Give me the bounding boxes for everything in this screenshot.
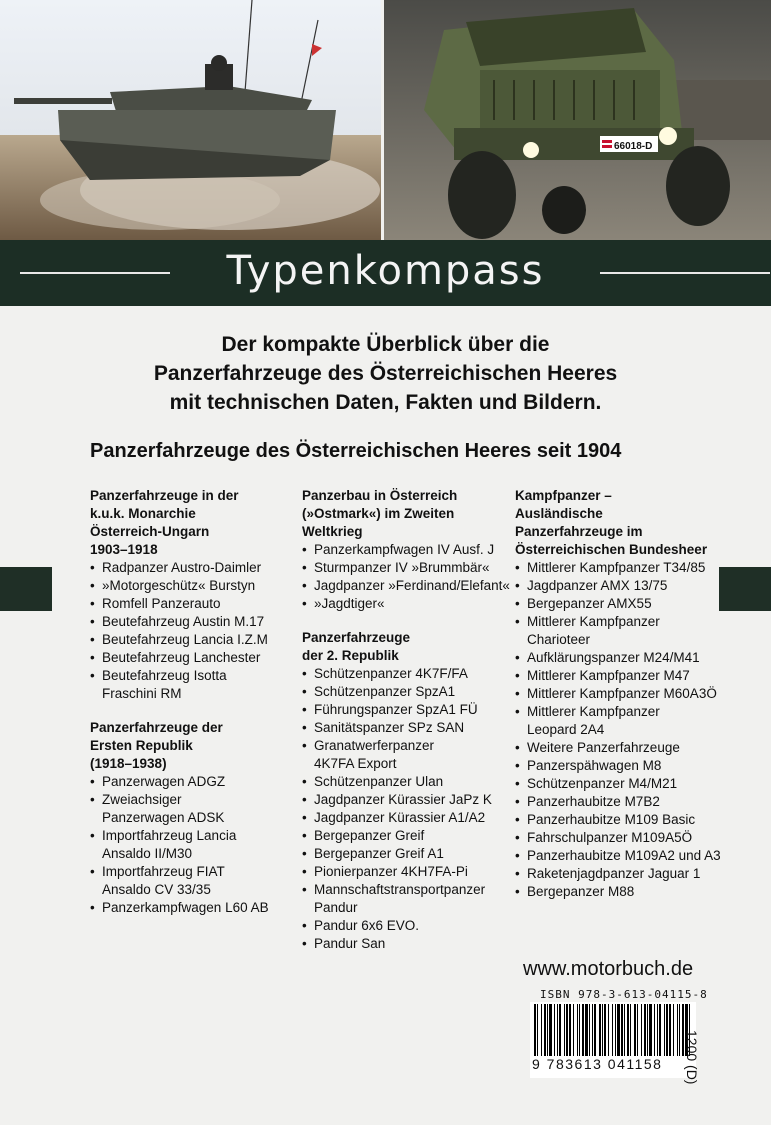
barcode-bar: [604, 1004, 606, 1056]
barcode-bar: [677, 1004, 678, 1056]
vehicle-list: [302, 541, 512, 613]
barcode-bar: [582, 1004, 584, 1056]
group-title-line: Österreich-Ungarn: [90, 524, 210, 539]
barcode-bar: [669, 1004, 671, 1056]
tank-photo: [0, 0, 381, 240]
barcode-bar: [549, 1004, 552, 1056]
vehicle-list-item: [90, 613, 295, 631]
vehicle-list-item: [515, 559, 735, 577]
vehicle-name-line: • Mittlerer Kampfpanzer: [527, 614, 660, 629]
vehicle-name-line: Leopard 2A4: [527, 722, 605, 737]
barcode-bar: [566, 1004, 568, 1056]
barcode-bar: [554, 1004, 555, 1056]
barcode-bar: [573, 1004, 574, 1056]
vehicle-list-item: [90, 863, 295, 899]
vehicle-list-item: [302, 665, 512, 683]
vehicle-name-line: • Führungspanzer SpzA1 FÜ: [314, 702, 478, 717]
vehicle-list-item: [302, 935, 512, 953]
vehicle-name-line: • Panzerhaubitze M109A2 und A3: [527, 848, 721, 863]
vehicle-name-line: • Jagdpanzer AMX 13/75: [527, 578, 668, 593]
vehicle-name-line: • Beutefahrzeug Lanchester: [102, 650, 261, 665]
vehicle-list-item: [515, 793, 735, 811]
group-title-line: Panzerfahrzeuge der: [90, 720, 223, 735]
vehicle-list-item: [302, 719, 512, 737]
vehicle-name-line: • Panzerhaubitze M7B2: [527, 794, 660, 809]
vehicle-list-item: [515, 667, 735, 685]
vehicle-name-line: • »Motorgeschütz« Burstyn: [102, 578, 256, 593]
barcode-bar: [624, 1004, 625, 1056]
barcode-bar: [585, 1004, 588, 1056]
price-label: 1200 (D): [684, 1030, 700, 1085]
vehicle-list-item: [302, 827, 512, 845]
vehicle-list-item: [90, 791, 295, 827]
group-title-line: k.u.k. Monarchie: [90, 506, 196, 521]
vehicle-name-line: • Beutefahrzeug Lancia I.Z.M: [102, 632, 268, 647]
vehicle-list-item: [90, 827, 295, 863]
vehicle-list-item: [90, 631, 295, 649]
vehicle-name-line: • Beutefahrzeug Austin M.17: [102, 614, 265, 629]
barcode-bar: [599, 1004, 601, 1056]
cover-photos: [0, 0, 771, 240]
vehicle-name-line: • Granatwerferpanzer: [314, 738, 435, 753]
barcode-bars: [530, 1002, 696, 1058]
barcode-bar: [647, 1004, 648, 1056]
vehicle-list-item: [515, 811, 735, 829]
vehicle-name-line: • Fahrschulpanzer M109A5Ö: [527, 830, 693, 845]
barcode-bar: [594, 1004, 596, 1056]
vehicle-name-line: • Mittlerer Kampfpanzer M47: [527, 668, 690, 683]
vehicle-name-line: • Importfahrzeug FIAT: [102, 864, 225, 879]
vehicle-name-line: Panzerwagen ADSK: [102, 810, 225, 825]
barcode-bar: [602, 1004, 603, 1056]
vehicle-name-line: • Importfahrzeug Lancia: [102, 828, 237, 843]
barcode-bar: [547, 1004, 548, 1056]
vehicle-list-item: [302, 683, 512, 701]
barcode-bar: [615, 1004, 616, 1056]
vehicle-name-line: • Mannschaftstransportpanzer: [314, 882, 486, 897]
group-title: [302, 487, 512, 541]
vehicle-list-item: [302, 541, 512, 559]
barcode-bar: [592, 1004, 593, 1056]
vehicle-list-item: [515, 847, 735, 865]
group-title-line: der 2. Republik: [302, 648, 399, 663]
vehicle-list-item: [90, 667, 295, 703]
barcode-bar: [537, 1004, 538, 1056]
contents-column-3: [515, 487, 735, 917]
group-title-line: (»Ostmark«) im Zweiten: [302, 506, 455, 521]
barcode-bar: [621, 1004, 623, 1056]
barcode-bar: [659, 1004, 661, 1056]
vehicle-list: [515, 559, 735, 901]
armored-vehicle-photo: [384, 0, 771, 240]
group-title-line: Ersten Republik: [90, 738, 193, 753]
vehicle-name-line: • Bergepanzer AMX55: [527, 596, 652, 611]
barcode-bar: [579, 1004, 580, 1056]
vehicle-list-item: [515, 595, 735, 613]
barcode-bar: [608, 1004, 609, 1056]
vehicle-name-line: • Panzerspähwagen M8: [527, 758, 662, 773]
vehicle-list-item: [515, 829, 735, 847]
vehicle-list-item: [515, 649, 735, 667]
intro-line: mit technischen Daten, Fakten und Bildern.: [169, 391, 602, 414]
contents-column-2: [302, 487, 512, 969]
vehicle-name-line: Charioteer: [527, 632, 591, 647]
vehicle-name-line: • Beutefahrzeug Isotta: [102, 668, 227, 683]
vehicle-name-line: • Bergepanzer M88: [527, 884, 635, 899]
isbn-text: ISBN 978-3-613-04115-8: [540, 988, 708, 1001]
vehicle-name-line: • Schützenpanzer Ulan: [314, 774, 444, 789]
title-banner: [0, 240, 771, 306]
vehicle-name-line: • Zweiachsiger: [102, 792, 182, 807]
vehicle-name-line: • Schützenpanzer SpzA1: [314, 684, 456, 699]
vehicle-list-item: [515, 865, 735, 883]
vehicle-list-item: [515, 775, 735, 793]
barcode-bar: [637, 1004, 638, 1056]
vehicle-name-line: • Weitere Panzerfahrzeuge: [527, 740, 680, 755]
barcode-bar: [679, 1004, 680, 1056]
vehicle-name-line: • Mittlerer Kampfpanzer T34/85: [527, 560, 706, 575]
vehicle-name-line: Ansaldo II/M30: [102, 846, 193, 861]
vehicle-list-item: [515, 613, 735, 649]
vehicle-name-line: • Panzerhaubitze M109 Basic: [527, 812, 696, 827]
group-title: [90, 719, 295, 773]
vehicle-list-item: [515, 883, 735, 901]
vehicle-list-item: [515, 739, 735, 757]
vehicle-list-item: [302, 595, 512, 613]
vehicle-list-item: [302, 773, 512, 791]
barcode-bar: [666, 1004, 668, 1056]
vehicle-list: [90, 559, 295, 703]
vehicle-list-item: [90, 649, 295, 667]
vehicle-name-line: Pandur: [314, 900, 358, 915]
vehicle-list-item: [90, 577, 295, 595]
barcode-bar: [612, 1004, 613, 1056]
vehicle-list-item: [90, 773, 295, 791]
vehicle-name-line: • Radpanzer Austro-Daimler: [102, 560, 262, 575]
vehicle-list: [302, 665, 512, 953]
publisher-website[interactable]: www.motorbuch.de: [523, 958, 694, 980]
barcode-bar: [664, 1004, 665, 1056]
barcode-bar: [641, 1004, 642, 1056]
vehicle-name-line: • Panzerkampfwagen L60 AB: [102, 900, 269, 915]
group-title-line: (1918–1938): [90, 756, 167, 771]
vehicle-list-item: [90, 899, 295, 917]
vehicle-list-item: [302, 559, 512, 577]
vehicle-name-line: • Pandur San: [314, 936, 386, 951]
group-title-line: Panzerbau in Österreich: [302, 488, 458, 503]
vehicle-list-item: [90, 559, 295, 577]
vehicle-name-line: • Schützenpanzer M4/M21: [527, 776, 678, 791]
intro-text: [0, 330, 771, 417]
vehicle-name-line: • »Jagdtiger«: [314, 596, 385, 611]
vehicle-name-line: • Panzerkampfwagen IV Ausf. J: [314, 542, 495, 557]
barcode-bar: [649, 1004, 652, 1056]
group-title: [90, 487, 295, 559]
group-title: [515, 487, 735, 559]
vehicle-name-line: • Raketenjagdpanzer Jaguar 1: [527, 866, 701, 881]
barcode-bar: [634, 1004, 636, 1056]
vehicle-name-line: • Bergepanzer Greif A1: [314, 846, 444, 861]
barcode-bar: [589, 1004, 590, 1056]
vehicle-list-item: [302, 863, 512, 881]
intro-line: Panzerfahrzeuge des Österreichischen Heeres: [153, 362, 618, 385]
vehicle-name-line: Fraschini RM: [102, 686, 182, 701]
group-title-line: Ausländische: [515, 506, 603, 521]
vehicle-name-line: • Aufklärungspanzer M24/M41: [527, 650, 700, 665]
group-title-line: 1903–1918: [90, 542, 158, 557]
barcode-bar: [617, 1004, 620, 1056]
barcode-bar: [644, 1004, 646, 1056]
barcode-bar: [557, 1004, 558, 1056]
license-plate-text: 66018-D: [614, 141, 653, 152]
group-title-line: Österreichischen Bundesheer: [515, 542, 708, 557]
group-title-line: Panzerfahrzeuge: [302, 630, 411, 645]
vehicle-list-item: [515, 757, 735, 775]
vehicle-name-line: • Jagdpanzer Kürassier A1/A2: [314, 810, 486, 825]
barcode-bar: [577, 1004, 578, 1056]
vehicle-name-line: • Panzerwagen ADGZ: [102, 774, 226, 789]
vehicle-name-line: • Romfell Panzerauto: [102, 596, 221, 611]
group-title-line: Kampfpanzer –: [515, 488, 612, 503]
barcode-digits: 9 783613 041158: [532, 1056, 663, 1072]
vehicle-list-item: [302, 809, 512, 827]
vehicle-name-line: • Sanitätspanzer SPz SAN: [314, 720, 465, 735]
barcode-bar: [564, 1004, 565, 1056]
barcode-bar: [673, 1004, 674, 1056]
vehicle-list-item: [302, 701, 512, 719]
vehicle-name-line: • Jagdpanzer »Ferdinand/Elefant«: [314, 578, 510, 593]
vehicle-name-line: Ansaldo CV 33/35: [102, 882, 211, 897]
section-heading: Panzerfahrzeuge des Österreichischen Heeres seit 1904: [90, 440, 622, 462]
book-title: Typenkompass: [226, 248, 545, 294]
barcode-bar: [534, 1004, 536, 1056]
vehicle-name-line: • Bergepanzer Greif: [314, 828, 425, 843]
barcode-bar: [627, 1004, 629, 1056]
barcode-bar: [559, 1004, 561, 1056]
barcode-bar: [657, 1004, 658, 1056]
side-bar-left: [0, 567, 52, 611]
vehicle-name-line: • Sturmpanzer IV »Brummbär«: [314, 560, 490, 575]
barcode-bar: [654, 1004, 655, 1056]
barcode-bar: [630, 1004, 631, 1056]
intro-line: Der kompakte Überblick über die: [221, 333, 550, 356]
group-title: [302, 629, 512, 665]
vehicle-list-item: [515, 703, 735, 739]
vehicle-list-item: [515, 577, 735, 595]
vehicle-list-item: [302, 845, 512, 863]
barcode-bar: [569, 1004, 571, 1056]
contents-column-1: [90, 487, 295, 933]
vehicle-list-item: [302, 791, 512, 809]
group-title-line: Weltkrieg: [302, 524, 363, 539]
vehicle-name-line: • Mittlerer Kampfpanzer M60A3Ö: [527, 686, 717, 701]
vehicle-name-line: • Jagdpanzer Kürassier JaPz K: [314, 792, 492, 807]
barcode-bar: [541, 1004, 542, 1056]
group-title-line: Panzerfahrzeuge in der: [90, 488, 239, 503]
vehicle-name-line: 4K7FA Export: [314, 756, 397, 771]
vehicle-list-item: [302, 881, 512, 917]
vehicle-list-item: [302, 577, 512, 595]
vehicle-list-item: [302, 737, 512, 773]
vehicle-name-line: • Pionierpanzer 4KH7FA-Pi: [314, 864, 468, 879]
barcode-bar: [544, 1004, 546, 1056]
vehicle-list: [90, 773, 295, 917]
vehicle-list-item: [515, 685, 735, 703]
vehicle-name-line: • Mittlerer Kampfpanzer: [527, 704, 660, 719]
vehicle-list-item: [90, 595, 295, 613]
vehicle-name-line: • Pandur 6x6 EVO.: [314, 918, 420, 933]
vehicle-list-item: [302, 917, 512, 935]
vehicle-name-line: • Schützenpanzer 4K7F/FA: [314, 666, 468, 681]
group-title-line: Panzerfahrzeuge im: [515, 524, 643, 539]
